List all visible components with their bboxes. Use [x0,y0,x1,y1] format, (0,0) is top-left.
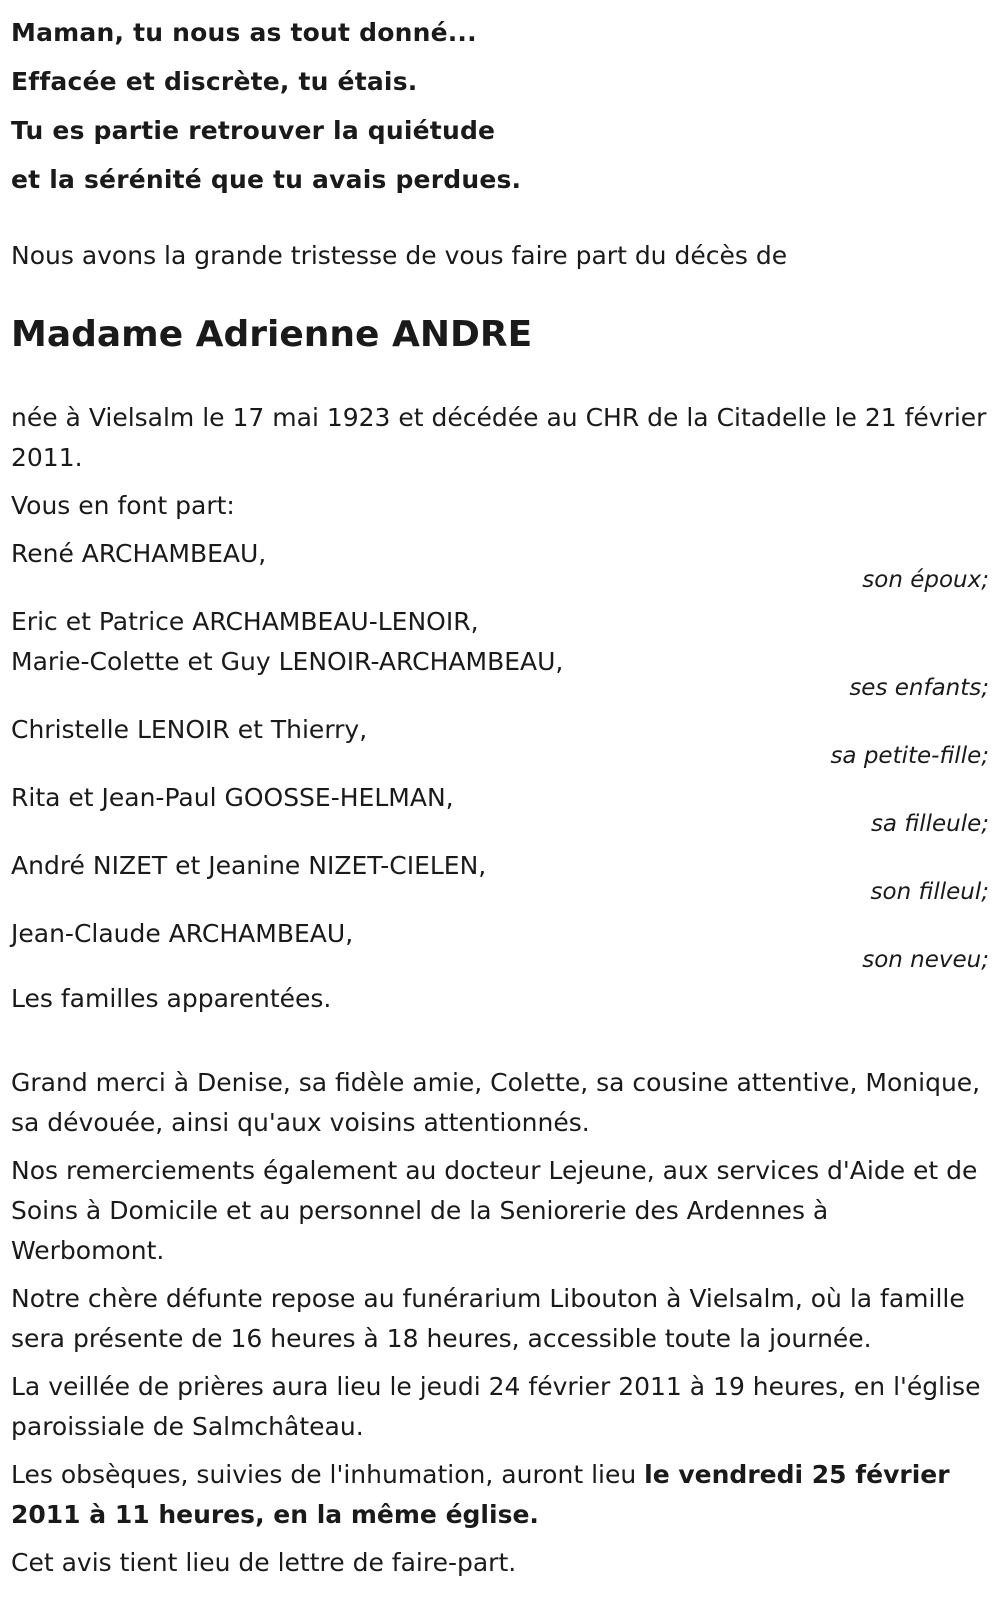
family-entry [11,710,989,770]
family-names: Marie-Colette et Guy LENOIR-ARCHAMBEAU, [11,647,564,676]
poem-line: et la sérénité que tu avais perdues. [11,165,522,194]
family-entry [11,534,989,594]
family-names: Eric et Patrice ARCHAMBEAU-LENOIR, [11,607,479,636]
obituary-notice [11,0,989,1583]
family-names: René ARCHAMBEAU, [11,539,267,568]
family-names: Rita et Jean-Paul GOOSSE-HELMAN, [11,783,454,812]
family-names: André NIZET et Jeanine NIZET-CIELEN, [11,851,487,880]
related-families-text: Les familles apparentées. [11,984,332,1013]
acknowledgements-paragraph: Nos remerciements également au docteur Lejeune, aux services d'Aide et de Soins à Domicile et au personnel de la Seniorerie des Ardennes à Werbomont. [11,1156,978,1265]
funeral-lead-text: Les obsèques, suivies de l'inhumation, auront lieu [11,1460,645,1489]
intro-text: Nous avons la grande tristesse de vous faire part du décès de [11,241,788,270]
poem-line: Tu es partie retrouver la quiétude [11,116,496,145]
family-entry [11,602,989,702]
family-entry [11,914,989,974]
funeral-paragraph [11,1455,989,1535]
poem [11,0,989,204]
poem-line: Maman, tu nous as tout donné... [11,18,477,47]
family-relation: ses enfants; [849,675,989,701]
family-relation: son neveu; [862,947,989,973]
closing-text: Cet avis tient lieu de lettre de faire-part. [11,1548,517,1577]
funeral-home-paragraph: Notre chère défunte repose au funérarium Libouton à Vielsalm, où la famille sera présente de 16 heures à 18 heures, accessible toute la journée. [11,1284,965,1353]
family-entry [11,778,989,838]
family-relation: sa petite-fille; [830,743,989,769]
family-relation: son époux; [862,567,989,593]
birth-death-text: née à Vielsalm le 17 mai 1923 et décédée au CHR de la Citadelle le 21 février 2011. [11,403,987,472]
thanks-paragraph: Grand merci à Denise, sa fidèle amie, Colette, sa cousine attentive, Monique, sa dévouée, ainsi qu'aux voisins attentionnés. [11,1068,981,1137]
poem-line: Effacée et discrète, tu étais. [11,67,418,96]
family-names: Jean-Claude ARCHAMBEAU, [11,919,354,948]
family-relation: son filleul; [870,879,989,905]
announce-text: Vous en font part: [11,491,235,520]
funeral-date-text: le vendredi 25 février 2011 à 11 heures, en la même église. [11,1460,950,1529]
vigil-paragraph: La veillée de prières aura lieu le jeudi 24 février 2011 à 19 heures, en l'église paroissiale de Salmchâteau. [11,1372,981,1441]
deceased-name: Madame Adrienne ANDRE [11,314,533,355]
family-entry [11,846,989,906]
family-names: Christelle LENOIR et Thierry, [11,715,368,744]
family-relation: sa filleule; [870,811,989,837]
